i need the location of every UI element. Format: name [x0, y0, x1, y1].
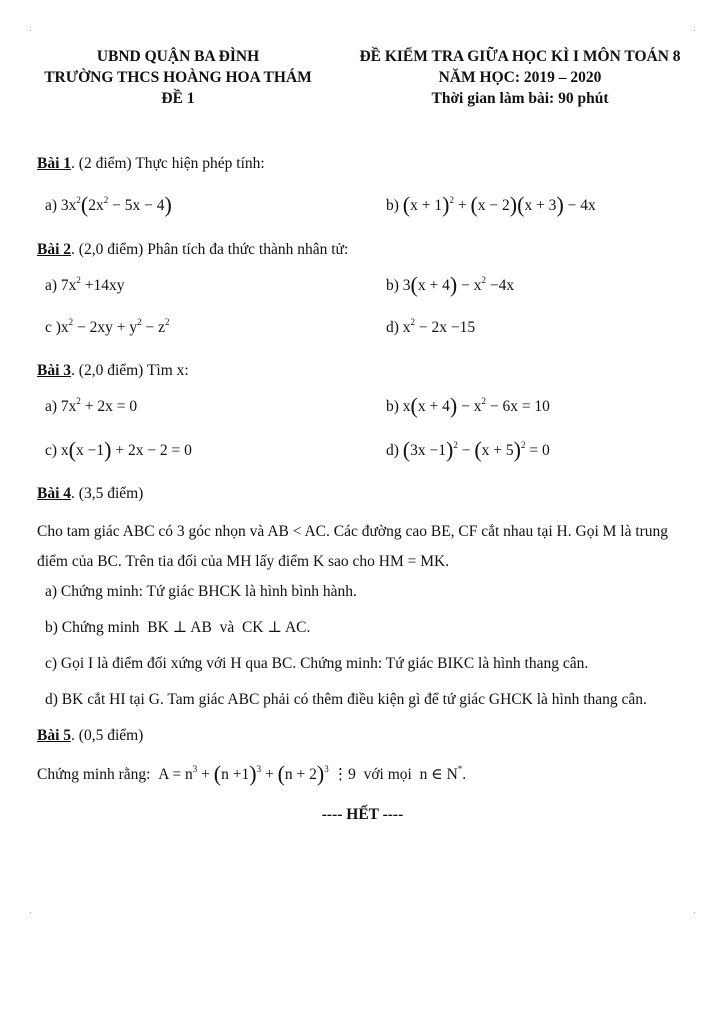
bai3-title: Bài 3 — [37, 362, 72, 379]
bai5-statement — [37, 761, 467, 786]
bai2-title: Bài 2 — [37, 241, 72, 258]
time-limit: Thời gian làm bài: 90 phút — [431, 90, 609, 107]
item-label: b) — [386, 197, 399, 214]
bai1-desc: . (2 điểm) Thực hiện phép tính: — [71, 155, 265, 172]
item-text: Chứng minh rằng: — [37, 766, 151, 783]
bai2-c — [45, 318, 170, 338]
math-expression: $(x + 1)^2 + (x - 2)(x + 3) - 4x$ — [402, 192, 596, 217]
item-label: a) — [45, 277, 58, 294]
bai3-c — [45, 437, 192, 462]
bai4-b — [45, 618, 310, 638]
bai5-title: Bài 5 — [37, 727, 72, 744]
corner-mark — [694, 912, 695, 913]
item-text: và — [219, 619, 235, 636]
bai5-desc: . (0,5 điểm) — [71, 727, 144, 744]
item-label: c) — [45, 442, 58, 459]
math-expression: $(3x -1)^2 - (x + 5)^2 = 0$ — [402, 437, 550, 462]
bai3-b — [386, 393, 550, 418]
item-label: a) — [45, 398, 58, 415]
end-marker: ---- HẾT ---- — [321, 806, 404, 823]
header-right — [330, 46, 710, 109]
bai4-desc: . (3,5 điểm) — [71, 485, 144, 502]
item-label: a) — [45, 197, 58, 214]
bai4-c: c) Gọi I là điểm đối xứng với H qua BC. Chứng minh: Tứ giác BIKC là hình thang cân. — [45, 655, 589, 672]
math-expression: x(x −1) + 2x − 2 = 0 — [60, 437, 192, 462]
math-expression: $x^2 - 2x -15$ — [402, 317, 476, 336]
math-expression: $A = n^3 + (n +1)^3 + (n + 2)^3$ ⋮9 — [154, 761, 360, 786]
bai1-a — [45, 192, 172, 217]
bai2-desc: . (2,0 điểm) Phân tích đa thức thành nhân tử: — [71, 241, 349, 258]
math-expression: $3(x + 4) - x^2 -4x$ — [402, 272, 515, 297]
corner-mark — [694, 30, 695, 31]
bai2-heading — [37, 240, 348, 260]
math-expression: $7x^2 +14xy$ — [60, 275, 125, 294]
item-label: d) — [386, 319, 399, 336]
school-year: NĂM HỌC: 2019 – 2020 — [438, 69, 602, 86]
exam-title: ĐỀ KIỂM TRA GIỮA HỌC KÌ I MÔN TOÁN 8 — [359, 48, 681, 65]
math-expression: n ∈ N*. — [415, 764, 467, 783]
bai2-a — [45, 276, 125, 296]
bai4-intro: Cho tam giác ABC có 3 góc nhọn và AB < AC. Các đường cao BE, CF cắt nhau tại H. Gọi M là trung điểm của BC. Trên tia đối của MH lấy điểm K sao cho HM = MK. — [37, 523, 669, 570]
item-label: d) — [386, 442, 399, 459]
item-label: b) — [386, 398, 399, 415]
math-expression: BK ⊥ AB — [143, 619, 216, 636]
item-text: với mọi — [363, 766, 412, 783]
math-expression: $3x^2(2x^2 - 5x - 4)$ — [60, 192, 172, 217]
math-expression: $x^2 - 2xy + y^2 - z^2$ — [60, 317, 170, 336]
bai4-heading — [37, 484, 143, 504]
bai4-d: d) BK cắt HI tại G. Tam giác ABC phải có thêm điều kiện gì để tứ giác GHCK là hình thang cân. — [45, 691, 647, 708]
math-expression: CK ⊥ AC. — [238, 619, 311, 636]
bai3-d — [386, 437, 550, 462]
bai3-a — [45, 397, 137, 417]
exam-code: ĐỀ 1 — [161, 90, 195, 107]
corner-mark — [30, 912, 31, 913]
bai2-b — [386, 272, 515, 297]
bai5-heading — [37, 726, 143, 746]
item-label: c ) — [45, 319, 61, 336]
bai4-title: Bài 4 — [37, 485, 72, 502]
bai1-title: Bài 1 — [37, 155, 72, 172]
bai3-heading — [37, 361, 189, 381]
bai4-a: a) Chứng minh: Tứ giác BHCK là hình bình hành. — [45, 583, 357, 600]
math-expression: $x(x + 4) - x^2 - 6x = 10$ — [402, 393, 550, 418]
math-expression: $7x^2 + 2x = 0$ — [60, 396, 138, 415]
corner-mark — [30, 30, 31, 31]
bai2-d — [386, 318, 475, 338]
bai1-b — [386, 192, 596, 217]
school-name: TRƯỜNG THCS HOÀNG HOA THÁM — [44, 69, 312, 86]
item-text: b) Chứng minh — [45, 619, 140, 636]
header-left — [18, 46, 338, 109]
item-label: b) — [386, 277, 399, 294]
bai1-heading — [37, 154, 265, 174]
bai3-desc: . (2,0 điểm) Tìm x: — [71, 362, 189, 379]
district-name: UBND QUẬN BA ĐÌNH — [96, 48, 260, 65]
